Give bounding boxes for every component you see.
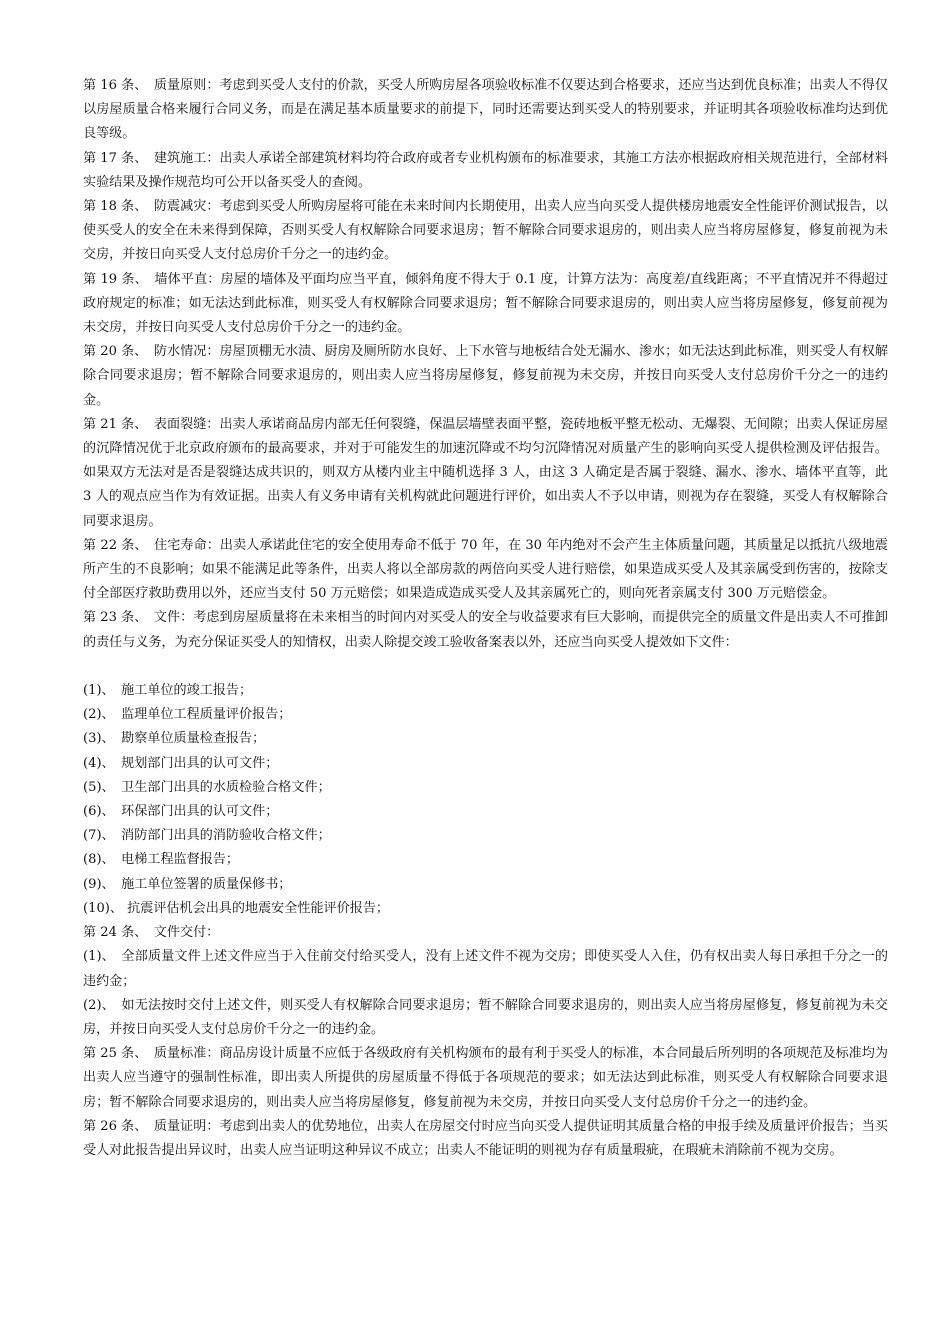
clause-paragraph: 第 18 条、 防震减灾：考虑到买受人所购房屋将可能在未来时间内长期使用，出卖人应当向买受人提供楼房地震安全性能评价测试报告，以使买受人的安全在未来得到保障，否则买受人有权解除合同要求退房；暂不解除合同要求退房的，则出卖人应当将房屋修复，修复前视为未交房，并按日向买受人支付总房价千分之一的违约金。 — [83, 199, 888, 263]
clause-paragraph: (6)、 环保部门出具的认可文件； — [83, 804, 279, 820]
clause-paragraph: 第 24 条、 文件交付： — [83, 925, 220, 941]
clause-paragraph: 第 16 条、 质量原则：考虑到买受人支付的价款，买受人所购房屋各项验收标准不仅要达到合格要求，还应当达到优良标准；出卖人不得仅以房屋质量合格来履行合同义务，而是在满足基本质量要求的前提下，同时还需要达到买受人的特别要求，并证明其各项验收标准均达到优良等级。 — [83, 78, 888, 142]
clause-paragraph: (2)、 如无法按时交付上述文件，则买受人有权解除合同要求退房；暂不解除合同要求退房的，则出卖人应当将房屋修复，修复前视为未交房，并按日向买受人支付总房价千分之一的违约金。 — [83, 997, 888, 1037]
document-body — [83, 74, 888, 1163]
clause-paragraph: (10)、 抗震评估机会出具的地震安全性能评价报告； — [83, 900, 390, 916]
clause-paragraph: (9)、 施工单位签署的质量保修书； — [83, 876, 292, 892]
clause-paragraph: (4)、 规划部门出具的认可文件； — [83, 755, 279, 771]
blank-line — [83, 655, 888, 679]
clause-paragraph: (3)、 勘察单位质量检查报告； — [83, 731, 266, 747]
clause-paragraph: (8)、 电梯工程监督报告； — [83, 852, 240, 868]
clause-paragraph: 第 23 条、 文件：考虑到房屋质量将在未来相当的时间内对买受人的安全与收益要求有巨大影响，而提供完全的质量文件是出卖人不可推卸的责任与义务，为充分保证买受人的知情权，出卖人除提交竣工验收备案表以外，还应当向买受人提效如下文件： — [83, 610, 888, 650]
clause-paragraph: 第 20 条、 防水情况：房屋顶棚无水渍、厨房及厕所防水良好、上下水管与地板结合处无漏水、渗水；如无法达到此标准，则买受人有权解除合同要求退房；暂不解除合同要求退房的，则出卖人应当将房屋修复，修复前视为未交房，并按日向买受人支付总房价千分之一的违约金。 — [83, 344, 888, 408]
clause-paragraph: 第 21 条、 表面裂缝：出卖人承诺商品房内部无任何裂缝，保温层墙壁表面平整，瓷砖地板平整无松动、无爆裂、无间隙；出卖人保证房屋的沉降情况优于北京政府颁布的最高要求，并对于可能发生的加速沉降或不均匀沉降情况对质量产生的影响向买受人提供检测及评估报告。如果双方无法对是否是裂缝达成共识的，则双方从楼内业主中随机选择 3 人，由这 3 人确定是否属于裂缝、漏水、渗水、墙体平直等，此 3 人的观点应当作为有效证据。出卖人有义务申请有关机构就此问题进行评价，如出卖人不予以申请，则视为存在裂缝，买受人有权解除合同要求退房。 — [83, 416, 888, 529]
clause-paragraph: 第 25 条、 质量标准：商品房设计质量不应低于各级政府有关机构颁布的最有利于买受人的标准，本合同最后所列明的各项规范及标准均为出卖人应当遵守的强制性标准，即出卖人所提供的房屋质量不得低于各项规范的要求；如无法达到此标准，则买受人有权解除合同要求退房；暂不解除合同要求退房的，则出卖人应当将房屋修复，修复前视为未交房，并按日向买受人支付总房价千分之一的违约金。 — [83, 1046, 888, 1110]
clause-paragraph: 第 17 条、 建筑施工：出卖人承诺全部建筑材料均符合政府或者专业机构颁布的标准要求，其施工方法亦根据政府相关规范进行，全部材料实验结果及操作规范均可公开以备买受人的查阅。 — [83, 150, 888, 190]
clause-paragraph: 第 26 条、 质量证明：考虑到出卖人的优势地位，出卖人在房屋交付时应当向买受人提供证明其质量合格的申报手续及质量评价报告；当买受人对此报告提出异议时，出卖人应当证明这种异议不成立；出卖人不能证明的则视为存有质量瑕疵，在瑕疵未消除前不视为交房。 — [83, 1118, 888, 1158]
clause-paragraph: 第 19 条、 墙体平直：房屋的墙体及平面均应当平直，倾斜角度不得大于 0.1 度，计算方法为：高度差/直线距离；不平直情况并不得超过政府规定的标准；如无法达到此标准，则买受人有权解除合同要求退房；暂不解除合同要求退房的，则出卖人应当将房屋修复，修复前视为未交房，并按日向买受人支付总房价千分之一的违约金。 — [83, 271, 888, 336]
clause-paragraph: (2)、 监理单位工程质量评价报告； — [83, 707, 292, 723]
clause-paragraph: (7)、 消防部门出具的消防验收合格文件； — [83, 828, 331, 844]
clause-paragraph: (1)、 施工单位的竣工报告； — [83, 683, 253, 699]
clause-paragraph: (5)、 卫生部门出具的水质检验合格文件； — [83, 779, 331, 795]
clause-paragraph: 第 22 条、 住宅寿命：出卖人承诺此住宅的安全使用寿命不低于 70 年，在 30 年内绝对不会产生主体质量问题，其质量足以抵抗八级地震所产生的不良影响；如果不能满足此等条件，出卖人将以全部房款的两倍向买受人进行赔偿，如果造成买受人及其亲属受到伤害的，按除支付全部医疗救助费用以外，还应当支付 50 万元赔偿；如果造成造成买受人及其亲属死亡的，则向死者亲属支付 300 万元赔偿金。 — [83, 537, 888, 602]
clause-paragraph: (1)、 全部质量文件上述文件应当于入住前交付给买受人，没有上述文件不视为交房；即使买受人入住，仍有权出卖人每日承担千分之一的违约金； — [83, 949, 888, 989]
